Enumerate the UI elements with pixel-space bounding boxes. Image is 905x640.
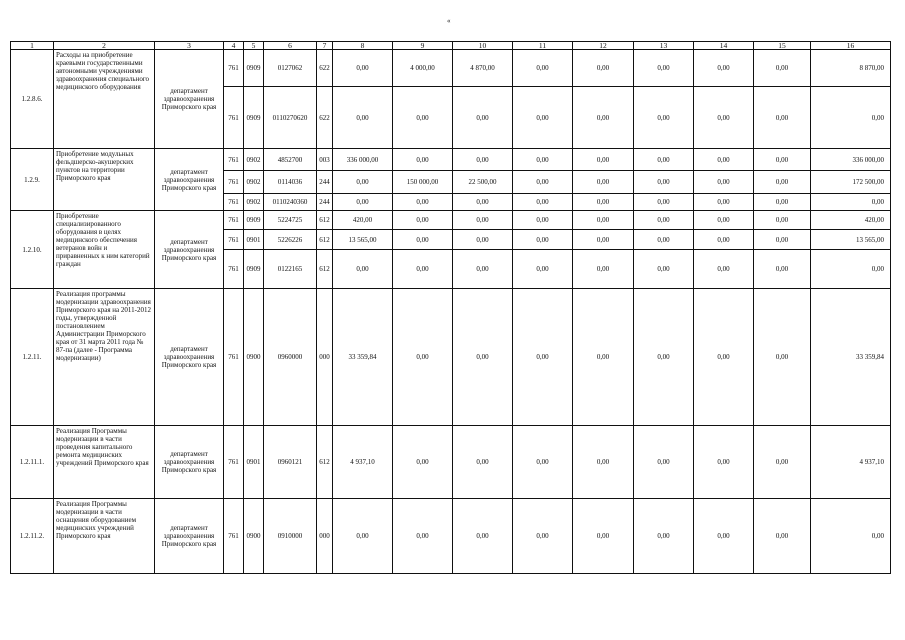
row-name: Расходы на приобретение краевыми государственными автономными учреждениями здравоохранения специального медицинского оборудования <box>54 50 155 149</box>
cell-c14: 0,00 <box>694 87 754 149</box>
cell-c11: 0,00 <box>513 426 573 499</box>
cell-c8: 33 359,84 <box>333 289 393 426</box>
cell-c4: 761 <box>224 211 244 230</box>
header-cell: 5 <box>244 42 264 50</box>
cell-c10: 0,00 <box>453 426 513 499</box>
cell-c10: 0,00 <box>453 499 513 574</box>
cell-c13: 0,00 <box>634 289 694 426</box>
cell-c9: 0,00 <box>393 426 453 499</box>
cell-c16: 4 937,10 <box>811 426 891 499</box>
cell-c6: 5224725 <box>264 211 317 230</box>
cell-c10: 22 500,00 <box>453 171 513 194</box>
cell-c8: 0,00 <box>333 171 393 194</box>
header-cell: 1 <box>11 42 54 50</box>
cell-c6: 4852700 <box>264 149 317 171</box>
cell-c6: 5226226 <box>264 230 317 250</box>
cell-c11: 0,00 <box>513 149 573 171</box>
cell-c11: 0,00 <box>513 87 573 149</box>
cell-c14: 0,00 <box>694 171 754 194</box>
cell-c14: 0,00 <box>694 426 754 499</box>
cell-c11: 0,00 <box>513 499 573 574</box>
cell-c7: 622 <box>317 87 333 149</box>
cell-c4: 761 <box>224 194 244 211</box>
cell-c15: 0,00 <box>754 171 811 194</box>
cell-c10: 0,00 <box>453 289 513 426</box>
row-code: 1.2.11. <box>11 289 54 426</box>
cell-c8: 0,00 <box>333 499 393 574</box>
cell-c9: 0,00 <box>393 499 453 574</box>
cell-c9: 0,00 <box>393 149 453 171</box>
cell-c9: 0,00 <box>393 87 453 149</box>
page-mark: « <box>447 17 451 25</box>
row-department: департамент здравоохранения Приморского края <box>155 50 224 149</box>
cell-c13: 0,00 <box>634 171 694 194</box>
cell-c7: 244 <box>317 171 333 194</box>
row-name: Реализация программы модернизации здравоохранения Приморского края на 2011-2012 годы, утвержденной постановлением Администрации Приморского края от 31 марта 2011 года № 87-па (далее - Программа модернизации) <box>54 289 155 426</box>
cell-c13: 0,00 <box>634 426 694 499</box>
cell-c15: 0,00 <box>754 289 811 426</box>
cell-c7: 000 <box>317 499 333 574</box>
cell-c8: 0,00 <box>333 250 393 289</box>
row-name: Приобретение модульных фельдшерско-акушерских пунктов на территории Приморского края <box>54 149 155 211</box>
cell-c8: 13 565,00 <box>333 230 393 250</box>
cell-c16: 420,00 <box>811 211 891 230</box>
cell-c12: 0,00 <box>573 230 634 250</box>
cell-c5: 0900 <box>244 289 264 426</box>
header-cell: 8 <box>333 42 393 50</box>
cell-c12: 0,00 <box>573 289 634 426</box>
cell-c6: 0960000 <box>264 289 317 426</box>
table-row <box>11 499 891 574</box>
header-cell: 11 <box>513 42 573 50</box>
cell-c15: 0,00 <box>754 426 811 499</box>
cell-c12: 0,00 <box>573 250 634 289</box>
cell-c11: 0,00 <box>513 289 573 426</box>
cell-c7: 612 <box>317 230 333 250</box>
cell-c5: 0901 <box>244 426 264 499</box>
cell-c4: 761 <box>224 149 244 171</box>
cell-c10: 0,00 <box>453 230 513 250</box>
cell-c5: 0901 <box>244 230 264 250</box>
cell-c10: 0,00 <box>453 250 513 289</box>
cell-c5: 0902 <box>244 171 264 194</box>
cell-c5: 0900 <box>244 499 264 574</box>
cell-c15: 0,00 <box>754 87 811 149</box>
header-cell: 3 <box>155 42 224 50</box>
cell-c11: 0,00 <box>513 171 573 194</box>
cell-c16: 0,00 <box>811 194 891 211</box>
table-row <box>11 426 891 499</box>
cell-c13: 0,00 <box>634 250 694 289</box>
cell-c5: 0909 <box>244 50 264 87</box>
cell-c4: 761 <box>224 230 244 250</box>
cell-c9: 0,00 <box>393 211 453 230</box>
cell-c4: 761 <box>224 171 244 194</box>
row-department: департамент здравоохранения Приморского края <box>155 289 224 426</box>
cell-c9: 150 000,00 <box>393 171 453 194</box>
budget-table <box>10 41 891 574</box>
cell-c16: 13 565,00 <box>811 230 891 250</box>
cell-c6: 0127062 <box>264 50 317 87</box>
cell-c7: 622 <box>317 50 333 87</box>
row-department: департамент здравоохранения Приморского края <box>155 499 224 574</box>
cell-c5: 0902 <box>244 194 264 211</box>
header-cell: 16 <box>811 42 891 50</box>
cell-c7: 000 <box>317 289 333 426</box>
cell-c12: 0,00 <box>573 211 634 230</box>
cell-c9: 0,00 <box>393 250 453 289</box>
table-row <box>11 149 891 171</box>
cell-c16: 0,00 <box>811 87 891 149</box>
cell-c6: 0110240360 <box>264 194 317 211</box>
cell-c13: 0,00 <box>634 194 694 211</box>
cell-c9: 4 000,00 <box>393 50 453 87</box>
cell-c13: 0,00 <box>634 149 694 171</box>
cell-c14: 0,00 <box>694 211 754 230</box>
cell-c12: 0,00 <box>573 149 634 171</box>
cell-c10: 0,00 <box>453 149 513 171</box>
cell-c15: 0,00 <box>754 149 811 171</box>
cell-c14: 0,00 <box>694 149 754 171</box>
cell-c5: 0909 <box>244 87 264 149</box>
cell-c8: 4 937,10 <box>333 426 393 499</box>
cell-c5: 0909 <box>244 211 264 230</box>
cell-c7: 612 <box>317 250 333 289</box>
cell-c4: 761 <box>224 289 244 426</box>
header-row <box>11 42 891 50</box>
cell-c10: 0,00 <box>453 211 513 230</box>
cell-c4: 761 <box>224 250 244 289</box>
header-cell: 15 <box>754 42 811 50</box>
cell-c15: 0,00 <box>754 230 811 250</box>
cell-c8: 0,00 <box>333 194 393 211</box>
cell-c7: 612 <box>317 211 333 230</box>
cell-c11: 0,00 <box>513 50 573 87</box>
cell-c4: 761 <box>224 499 244 574</box>
cell-c14: 0,00 <box>694 289 754 426</box>
cell-c6: 0910000 <box>264 499 317 574</box>
cell-c6: 0122165 <box>264 250 317 289</box>
cell-c5: 0902 <box>244 149 264 171</box>
cell-c6: 0114036 <box>264 171 317 194</box>
cell-c15: 0,00 <box>754 499 811 574</box>
cell-c16: 172 500,00 <box>811 171 891 194</box>
cell-c4: 761 <box>224 426 244 499</box>
row-department: департамент здравоохранения Приморского края <box>155 211 224 289</box>
cell-c13: 0,00 <box>634 87 694 149</box>
cell-c4: 761 <box>224 50 244 87</box>
cell-c9: 0,00 <box>393 289 453 426</box>
cell-c6: 0110270620 <box>264 87 317 149</box>
cell-c16: 336 000,00 <box>811 149 891 171</box>
cell-c11: 0,00 <box>513 211 573 230</box>
header-cell: 7 <box>317 42 333 50</box>
cell-c10: 4 870,00 <box>453 50 513 87</box>
table-row <box>11 289 891 426</box>
cell-c16: 33 359,84 <box>811 289 891 426</box>
cell-c10: 0,00 <box>453 87 513 149</box>
row-department: департамент здравоохранения Приморского края <box>155 426 224 499</box>
cell-c16: 0,00 <box>811 499 891 574</box>
cell-c16: 8 870,00 <box>811 50 891 87</box>
row-department: департамент здравоохранения Приморского края <box>155 149 224 211</box>
cell-c12: 0,00 <box>573 499 634 574</box>
row-name: Реализация Программы модернизации в части оснащения оборудованием медицинских учреждений Приморского края <box>54 499 155 574</box>
header-cell: 6 <box>264 42 317 50</box>
cell-c15: 0,00 <box>754 250 811 289</box>
header-cell: 2 <box>54 42 155 50</box>
cell-c12: 0,00 <box>573 50 634 87</box>
cell-c14: 0,00 <box>694 50 754 87</box>
row-code: 1.2.11.2. <box>11 499 54 574</box>
cell-c13: 0,00 <box>634 499 694 574</box>
cell-c15: 0,00 <box>754 194 811 211</box>
row-name: Приобретение специализированного оборудования в целях медицинского обеспечения ветеранов войн и приравненных к ним категорий граждан <box>54 211 155 289</box>
cell-c11: 0,00 <box>513 194 573 211</box>
cell-c16: 0,00 <box>811 250 891 289</box>
cell-c13: 0,00 <box>634 211 694 230</box>
header-cell: 10 <box>453 42 513 50</box>
cell-c15: 0,00 <box>754 50 811 87</box>
cell-c7: 244 <box>317 194 333 211</box>
cell-c12: 0,00 <box>573 194 634 211</box>
cell-c10: 0,00 <box>453 194 513 211</box>
header-cell: 4 <box>224 42 244 50</box>
cell-c7: 003 <box>317 149 333 171</box>
cell-c9: 0,00 <box>393 194 453 211</box>
row-name: Реализация Программы модернизации в части проведения капитального ремонта медицинских учреждений Приморского края <box>54 426 155 499</box>
cell-c4: 761 <box>224 87 244 149</box>
cell-c11: 0,00 <box>513 250 573 289</box>
cell-c13: 0,00 <box>634 230 694 250</box>
row-code: 1.2.9. <box>11 149 54 211</box>
cell-c14: 0,00 <box>694 250 754 289</box>
header-cell: 9 <box>393 42 453 50</box>
cell-c14: 0,00 <box>694 499 754 574</box>
cell-c13: 0,00 <box>634 50 694 87</box>
table-row <box>11 211 891 230</box>
table-row <box>11 50 891 87</box>
header-cell: 12 <box>573 42 634 50</box>
cell-c14: 0,00 <box>694 230 754 250</box>
cell-c8: 420,00 <box>333 211 393 230</box>
header-cell: 14 <box>694 42 754 50</box>
cell-c11: 0,00 <box>513 230 573 250</box>
cell-c7: 612 <box>317 426 333 499</box>
row-code: 1.2.8.6. <box>11 50 54 149</box>
cell-c8: 336 000,00 <box>333 149 393 171</box>
cell-c14: 0,00 <box>694 194 754 211</box>
cell-c12: 0,00 <box>573 87 634 149</box>
cell-c12: 0,00 <box>573 171 634 194</box>
cell-c12: 0,00 <box>573 426 634 499</box>
cell-c8: 0,00 <box>333 87 393 149</box>
row-code: 1.2.11.1. <box>11 426 54 499</box>
cell-c5: 0909 <box>244 250 264 289</box>
cell-c8: 0,00 <box>333 50 393 87</box>
cell-c6: 0960121 <box>264 426 317 499</box>
row-code: 1.2.10. <box>11 211 54 289</box>
cell-c15: 0,00 <box>754 211 811 230</box>
header-cell: 13 <box>634 42 694 50</box>
cell-c9: 0,00 <box>393 230 453 250</box>
